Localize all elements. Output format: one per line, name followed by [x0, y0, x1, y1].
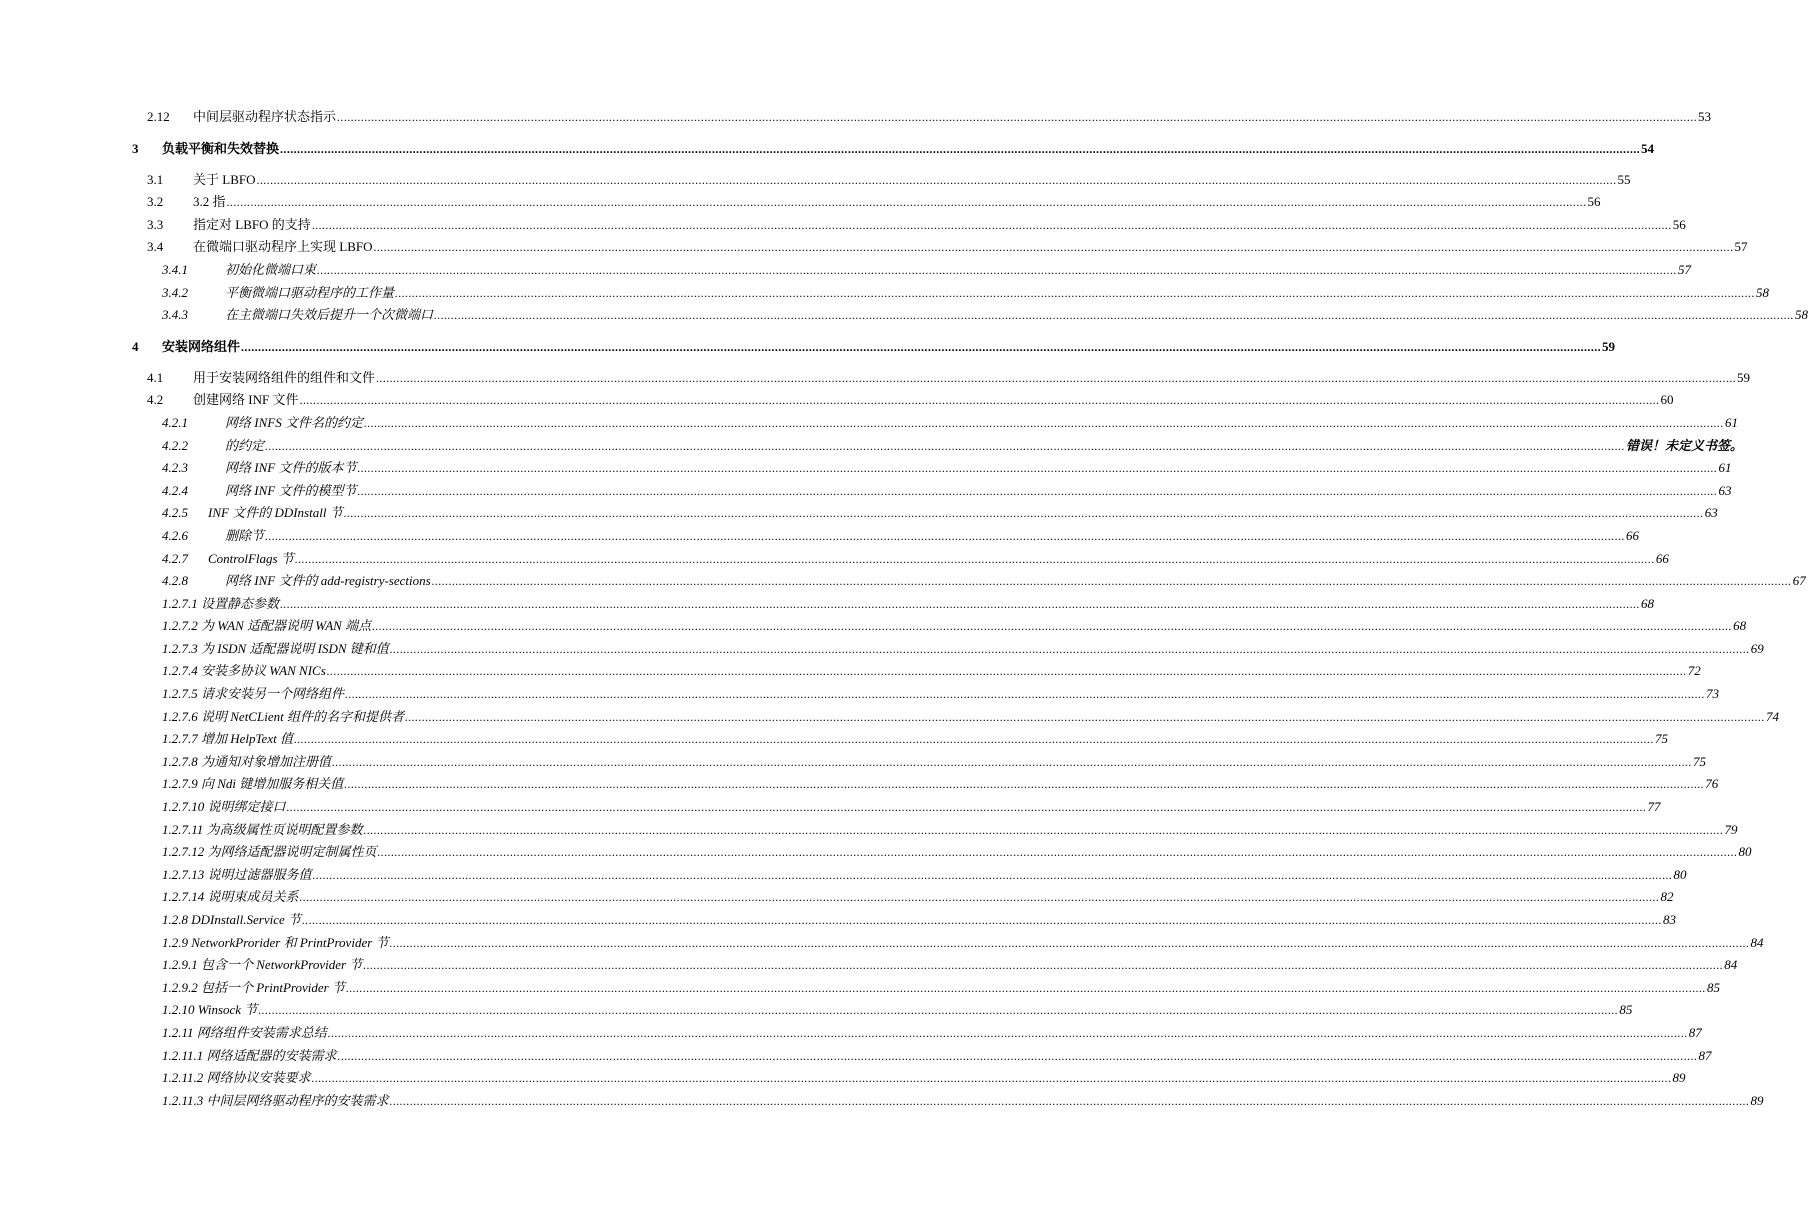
toc-entry-number: 4.2.1 [162, 414, 188, 430]
dot-leader: ................................................................................................................................................................................................................................................................................................................................................................................................................ [357, 483, 1718, 498]
toc-entry-line [225, 570, 1806, 592]
dot-leader: ................................................................................................................................................................................................................................................................................................................................................................................................................ [327, 1025, 1688, 1040]
toc-entry-title: 1.2.10 Winsock 节 [162, 1002, 258, 1018]
toc-page-number: 68 [1733, 618, 1747, 634]
toc-entry-title: 1.2.7.10 说明绑定接口 [162, 799, 286, 815]
dot-leader: ................................................................................................................................................................................................................................................................................................................................................................................................................ [312, 867, 1673, 882]
toc-entry[interactable] [0, 1022, 1702, 1045]
toc-page-number: 82 [1660, 889, 1674, 905]
dot-leader: ................................................................................................................................................................................................................................................................................................................................................................................................................ [372, 619, 1733, 634]
dot-leader: ................................................................................................................................................................................................................................................................................................................................................................................................................ [376, 370, 1737, 385]
dot-leader: ................................................................................................................................................................................................................................................................................................................................................................................................................ [389, 1093, 1750, 1108]
toc-page-number: 60 [1660, 392, 1674, 408]
toc-page-number: 67 [1792, 573, 1806, 589]
dot-leader: ................................................................................................................................................................................................................................................................................................................................................................................................................ [363, 958, 1724, 973]
toc-entry-line [162, 1067, 1686, 1089]
toc-entry-title: 网络 INF 文件的版本节 [225, 460, 357, 476]
toc-page-number: 53 [1698, 109, 1712, 124]
dot-leader: ................................................................................................................................................................................................................................................................................................................................................................................................................ [363, 415, 1724, 430]
toc-entry-line [162, 932, 1764, 954]
dot-leader: ................................................................................................................................................................................................................................................................................................................................................................................................................ [265, 528, 1626, 543]
toc-entry-title: 1.2.9 NetworkProrider 和 PrintProvider 节 [162, 934, 389, 950]
toc-page-number: 87 [1688, 1024, 1702, 1040]
toc-entry-title: 1.2.7.9 向 Ndi 键增加服务相关值 [162, 776, 344, 792]
toc-entry-line [193, 214, 1686, 236]
toc-entry-title: 指定对 LBFO 的支持 [193, 216, 311, 232]
toc-entry-line [162, 796, 1661, 818]
toc-page-number: 80 [1738, 844, 1752, 860]
toc-entry-line [193, 389, 1674, 411]
toc-entry-line [162, 1045, 1712, 1067]
toc-entry-title: 3.2 指 [193, 194, 226, 210]
toc-entry-number: 4.2.2 [162, 437, 188, 453]
dot-leader: ................................................................................................................................................................................................................................................................................................................................................................................................................ [332, 754, 1693, 769]
toc-entry-title: 1.2.7.2 为 WAN 适配器说明 WAN 端点 [162, 618, 372, 634]
toc-entry-title: 1.2.7.7 增加 HelpText 值 [162, 731, 293, 747]
toc-page-number: 77 [1647, 799, 1661, 815]
toc-entry-number: 4.2.7 [162, 550, 188, 566]
toc-entry[interactable] [0, 480, 1732, 503]
toc-entry-title: 网络 INFS 文件名的约定 [225, 414, 363, 430]
toc-page-number: 89 [1750, 1092, 1764, 1108]
toc-entry-line [162, 1022, 1702, 1044]
toc-entry-line [225, 304, 1808, 326]
toc-entry-number: 3.4.2 [162, 284, 188, 300]
toc-entry-title: 网络 INF 文件的模型节 [225, 482, 357, 498]
dot-leader: ................................................................................................................................................................................................................................................................................................................................................................................................................ [317, 262, 1678, 277]
toc-page-number: 58 [1795, 307, 1808, 323]
toc-entry-title: 用于安装网络组件的组件和文件 [193, 369, 376, 385]
toc-entry-line [225, 282, 1770, 304]
toc-entry-line [193, 367, 1751, 389]
dot-leader: ................................................................................................................................................................................................................................................................................................................................................................................................................ [363, 822, 1724, 837]
toc-entry-title: 创建网络 INF 文件 [193, 392, 299, 408]
dot-leader: ................................................................................................................................................................................................................................................................................................................................................................................................................ [280, 596, 1641, 611]
toc-entry-number: 4.2.6 [162, 527, 188, 543]
dot-leader: ................................................................................................................................................................................................................................................................................................................................................................................................................ [299, 393, 1660, 408]
toc-entry-title: 1.2.7.6 说明 NetCLient 组件的名字和提供者 [162, 708, 404, 724]
toc-entry[interactable] [0, 457, 1732, 480]
toc-entry-title: 安装网络组件 [162, 338, 241, 354]
toc-page-number: 57 [1734, 239, 1748, 255]
toc-entry-line [162, 819, 1738, 841]
toc-entry-line [225, 412, 1738, 434]
toc-page-number: 61 [1718, 460, 1732, 476]
toc-entry-title: 平衡微端口驱动程序的工作量 [225, 284, 395, 300]
toc-entry[interactable] [0, 593, 1655, 616]
toc-page-number: 79 [1724, 821, 1738, 837]
toc-entry-number: 3 [132, 140, 139, 156]
toc-entry-number: 3.3 [147, 216, 164, 232]
toc-entry-line [162, 773, 1719, 795]
toc-page-number: 57 [1678, 261, 1692, 277]
toc-entry-number: 4.2.8 [162, 573, 188, 589]
toc-entry-line [225, 435, 1744, 458]
toc-entry-line [162, 138, 1655, 160]
dot-leader: ................................................................................................................................................................................................................................................................................................................................................................................................................ [311, 1071, 1672, 1086]
toc-entry-number: 4.1 [147, 369, 164, 385]
dot-leader: ................................................................................................................................................................................................................................................................................................................................................................................................................ [265, 438, 1626, 453]
toc-entry[interactable] [0, 548, 1669, 571]
toc-entry-line [208, 502, 1718, 524]
toc-page-number: 58 [1756, 284, 1770, 300]
toc-page-number: 73 [1706, 686, 1720, 702]
toc-entry-title: 1.2.9.1 包含一个 NetworkProvider 节 [162, 957, 363, 973]
dot-leader: ................................................................................................................................................................................................................................................................................................................................................................................................................ [337, 110, 1698, 124]
toc-page-number: 59 [1737, 369, 1751, 385]
dot-leader: ................................................................................................................................................................................................................................................................................................................................................................................................................ [286, 800, 1647, 815]
toc-entry-line [193, 191, 1601, 213]
toc-entry-title: 负载平衡和失效替换 [162, 140, 280, 156]
dot-leader: ................................................................................................................................................................................................................................................................................................................................................................................................................ [226, 195, 1587, 210]
toc-entry[interactable] [0, 106, 1712, 129]
toc-entry[interactable] [0, 909, 1677, 932]
toc-entry-number: 3.4.1 [162, 261, 188, 277]
toc-entry[interactable] [0, 236, 1748, 259]
toc-entry[interactable] [0, 819, 1738, 842]
dot-leader: ................................................................................................................................................................................................................................................................................................................................................................................................................ [344, 777, 1705, 792]
toc-entry[interactable] [0, 773, 1719, 796]
dot-leader: ................................................................................................................................................................................................................................................................................................................................................................................................................ [377, 845, 1738, 860]
toc-entry-title: 1.2.7.14 说明束成员关系 [162, 889, 299, 905]
toc-page-number: 84 [1724, 957, 1738, 973]
toc-entry-number: 4.2.5 [162, 505, 188, 521]
toc-entry-line [162, 1090, 1764, 1112]
toc-entry-title: 1.2.7.13 说明过滤器服务值 [162, 866, 312, 882]
dot-leader: ................................................................................................................................................................................................................................................................................................................................................................................................................ [389, 935, 1750, 950]
dot-leader: ................................................................................................................................................................................................................................................................................................................................................................................................................ [345, 687, 1706, 702]
toc-page-number: 54 [1641, 140, 1655, 156]
toc-entry-title: 1.2.7.1 设置静态参数 [162, 595, 280, 611]
toc-entry-number: 2.12 [147, 109, 170, 124]
toc-entry-title: 1.2.7.11 为高级属性页说明配置参数 [162, 821, 363, 837]
toc-entry-number: 3.4.3 [162, 307, 188, 323]
toc-entry[interactable] [0, 796, 1661, 819]
toc-entry[interactable] [0, 977, 1720, 1000]
toc-entry-line [225, 525, 1640, 547]
toc-entry-number: 3.4 [147, 239, 164, 255]
toc-entry-line [193, 169, 1631, 191]
toc-entry-line [162, 593, 1655, 615]
toc-entry[interactable] [0, 932, 1764, 955]
toc-entry-line [162, 977, 1720, 999]
toc-page-number: 66 [1655, 550, 1669, 566]
toc-page-number: 75 [1693, 753, 1707, 769]
toc-entry-line [162, 336, 1616, 358]
toc-entry[interactable] [0, 615, 1747, 638]
toc-entry[interactable] [0, 728, 1668, 751]
toc-entry-line [162, 683, 1720, 705]
toc-entry-number: 3.2 [147, 194, 164, 210]
toc-page-number: 69 [1750, 640, 1764, 656]
dot-leader: ................................................................................................................................................................................................................................................................................................................................................................................................................ [434, 308, 1795, 323]
toc-page-number: 56 [1587, 194, 1601, 210]
toc-entry-number: 4.2 [147, 392, 164, 408]
toc-entry[interactable] [0, 259, 1692, 282]
toc-entry[interactable] [0, 502, 1718, 525]
toc-entry[interactable] [0, 751, 1707, 774]
toc-entry-title: INF 文件的 DDInstall 节 [208, 505, 343, 521]
toc-entry-title: 网络 INF 文件的 add-registry-sections [225, 573, 431, 589]
toc-entry-line [162, 615, 1747, 637]
dot-leader: ................................................................................................................................................................................................................................................................................................................................................................................................................ [431, 574, 1792, 589]
toc-entry[interactable] [0, 282, 1770, 305]
toc-entry[interactable] [0, 304, 1808, 327]
toc-entry-number: 3.1 [147, 171, 164, 187]
toc-entry-title: 1.2.11.1 网络适配器的安装需求 [162, 1047, 337, 1063]
dot-leader: ................................................................................................................................................................................................................................................................................................................................................................................................................ [373, 240, 1734, 255]
toc-entry-title: 的约定 [225, 437, 265, 453]
toc-entry[interactable] [0, 886, 1674, 909]
toc-entry-title: 1.2.8 DDInstall.Service 节 [162, 912, 302, 927]
toc-entry-title: ControlFlags 节 [208, 550, 294, 566]
toc-page-number: 56 [1672, 216, 1686, 232]
toc-page-number: 80 [1673, 866, 1687, 882]
toc-entry-title: 中间层驱动程序状态指示 [193, 109, 337, 124]
toc-entry-number: 4.2.4 [162, 482, 188, 498]
toc-entry[interactable] [0, 389, 1674, 412]
dot-leader: ................................................................................................................................................................................................................................................................................................................................................................................................................ [299, 890, 1660, 905]
toc-entry[interactable] [0, 660, 1701, 683]
toc-entry-line [162, 864, 1687, 886]
toc-entry-title: 1.2.9.2 包括一个 PrintProvider 节 [162, 979, 345, 995]
dot-leader: ................................................................................................................................................................................................................................................................................................................................................................................................................ [241, 339, 1602, 354]
toc-page-number: 87 [1698, 1047, 1712, 1063]
toc-entry-title: 1.2.7.3 为 ISDN 适配器说明 ISDN 键和值 [162, 640, 389, 656]
toc-page-number: 89 [1672, 1070, 1686, 1086]
toc-entry-line [162, 841, 1752, 863]
toc-entry-title: 删除节 [225, 527, 265, 543]
toc-page-number: 76 [1705, 776, 1719, 792]
toc-entry-line [162, 999, 1633, 1021]
toc-entry-line [225, 259, 1692, 281]
toc-entry-title: 1.2.11.3 中间层网络驱动程序的安装需求 [162, 1092, 389, 1108]
toc-page-number: 66 [1626, 527, 1640, 543]
toc-entry-title: 1.2.7.4 安装多协议 WAN NICs [162, 663, 326, 679]
dot-leader: ................................................................................................................................................................................................................................................................................................................................................................................................................ [258, 1003, 1619, 1018]
toc-entry[interactable] [0, 570, 1806, 593]
dot-leader: ................................................................................................................................................................................................................................................................................................................................................................................................................ [357, 461, 1718, 476]
dot-leader: ................................................................................................................................................................................................................................................................................................................................................................................................................ [395, 285, 1756, 300]
dot-leader: ................................................................................................................................................................................................................................................................................................................................................................................................................ [294, 551, 1655, 566]
toc-entry-title: 1.2.11.2 网络协议安装要求 [162, 1070, 311, 1086]
toc-page-number: 63 [1704, 505, 1718, 521]
toc-entry-title: 1.2.11 网络组件安装需求总结 [162, 1024, 327, 1040]
toc-entry[interactable] [0, 706, 1779, 729]
toc-page-number: 85 [1619, 1002, 1633, 1018]
toc-entry-line [162, 728, 1668, 750]
toc-page-number: 85 [1706, 979, 1720, 995]
toc-entry-line [162, 751, 1707, 773]
toc-entry[interactable] [0, 214, 1686, 237]
toc-entry[interactable] [0, 336, 1616, 358]
toc-entry-title: 1.2.7.5 请求安装另一个网络组件 [162, 686, 345, 702]
toc-entry-title: 初始化微端口束 [225, 261, 317, 277]
dot-leader: ................................................................................................................................................................................................................................................................................................................................................................................................................ [343, 506, 1704, 521]
toc-entry-title: 1.2.7.12 为网络适配器说明定制属性页 [162, 844, 377, 860]
toc-page-number: 63 [1718, 482, 1732, 498]
toc-page-number: 55 [1617, 171, 1631, 187]
toc-entry-line [162, 660, 1701, 682]
toc-entry[interactable] [0, 1067, 1686, 1090]
toc-entry-line [162, 954, 1738, 976]
toc-entry[interactable] [0, 1090, 1764, 1113]
toc-entry-line [208, 548, 1669, 570]
toc-entry-title: 在微端口驱动程序上实现 LBFO [193, 239, 373, 255]
toc-error-text: 错误！未定义书签。 [1626, 438, 1744, 454]
dot-leader: ................................................................................................................................................................................................................................................................................................................................................................................................................ [345, 980, 1706, 995]
dot-leader: ................................................................................................................................................................................................................................................................................................................................................................................................................ [311, 217, 1672, 232]
dot-leader: ................................................................................................................................................................................................................................................................................................................................................................................................................ [293, 732, 1654, 747]
toc-entry-title: 1.2.7.8 为通知对象增加注册值 [162, 753, 332, 769]
toc-entry-line [225, 480, 1732, 502]
toc-entry[interactable] [0, 638, 1764, 661]
toc-entry[interactable] [0, 435, 1744, 458]
table-of-contents [0, 106, 1808, 1112]
dot-leader: ................................................................................................................................................................................................................................................................................................................................................................................................................ [280, 141, 1641, 156]
toc-entry[interactable] [0, 954, 1738, 977]
toc-page-number: 59 [1602, 338, 1616, 354]
toc-entry-line [193, 106, 1712, 128]
dot-leader: ................................................................................................................................................................................................................................................................................................................................................................................................................ [302, 913, 1663, 927]
toc-entry[interactable] [0, 864, 1687, 887]
toc-entry[interactable] [0, 169, 1631, 192]
toc-page-number: 83 [1663, 912, 1677, 927]
toc-page-number: 72 [1687, 663, 1701, 679]
toc-entry[interactable] [0, 191, 1601, 214]
toc-entry-line [162, 638, 1764, 660]
toc-page-number: 84 [1750, 934, 1764, 950]
toc-entry-line [193, 236, 1748, 258]
toc-page-number: 74 [1765, 708, 1779, 724]
toc-entry-title: 关于 LBFO [193, 171, 256, 187]
dot-leader: ................................................................................................................................................................................................................................................................................................................................................................................................................ [256, 172, 1617, 187]
toc-entry[interactable] [0, 1045, 1712, 1068]
toc-entry[interactable] [0, 683, 1720, 706]
toc-entry-number: 4 [132, 338, 139, 354]
toc-entry-line [225, 457, 1732, 479]
toc-entry-title: 在主微端口失效后提升一个次微端口 [225, 307, 434, 323]
toc-entry-line [162, 909, 1677, 931]
toc-entry[interactable] [0, 367, 1751, 390]
toc-entry[interactable] [0, 841, 1752, 864]
dot-leader: ................................................................................................................................................................................................................................................................................................................................................................................................................ [337, 1048, 1698, 1063]
toc-page-number: 75 [1654, 731, 1668, 747]
toc-page-number: 68 [1641, 595, 1655, 611]
toc-entry[interactable] [0, 412, 1738, 435]
dot-leader: ................................................................................................................................................................................................................................................................................................................................................................................................................ [326, 664, 1687, 679]
toc-entry-number: 4.2.3 [162, 460, 188, 476]
toc-entry[interactable] [0, 999, 1633, 1022]
toc-page-number: 61 [1724, 414, 1738, 430]
toc-entry-line [162, 706, 1779, 728]
dot-leader: ................................................................................................................................................................................................................................................................................................................................................................................................................ [389, 641, 1750, 656]
toc-entry[interactable] [0, 138, 1655, 160]
dot-leader: ................................................................................................................................................................................................................................................................................................................................................................................................................ [404, 709, 1765, 724]
toc-entry-line [162, 886, 1674, 908]
toc-entry[interactable] [0, 525, 1640, 548]
